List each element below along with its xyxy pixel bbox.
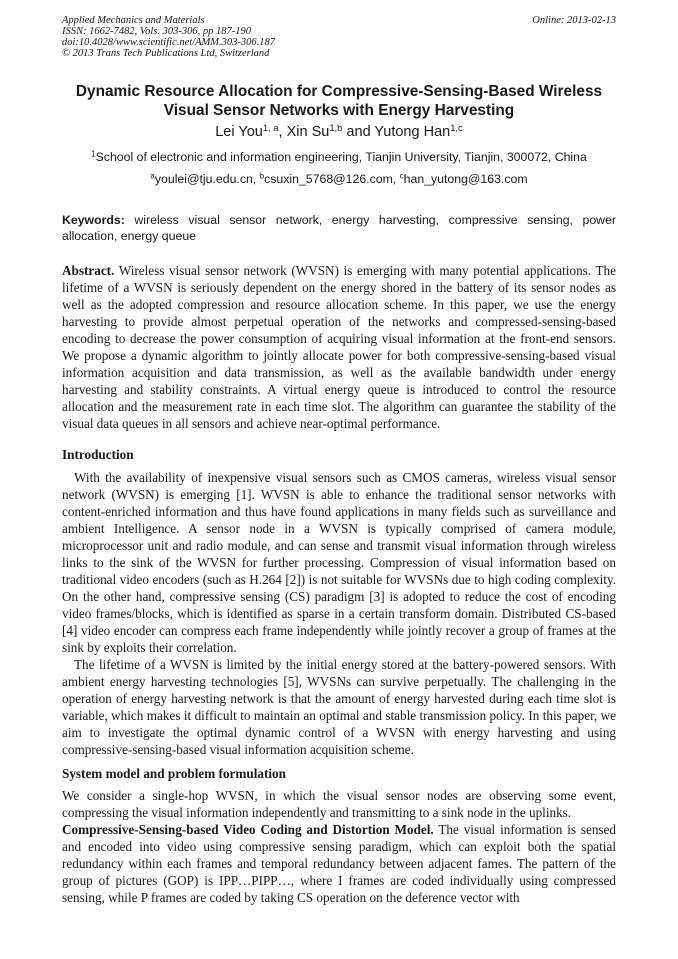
paragraph: With the availability of inexpensive visual sensors such as CMOS cameras, wireless visual sensor network (WVSN) is emerging [1]. WVSN is able to enhance the traditional sensor networks with content-enriched information and thus have found applications in many fields such as surveillance and ambient Intelligence. A sensor node in a WVSN is typically comprised of camera module, microprocessor unit and radio module, and can sense and transmit visual information through wireless links to the sink of the WVSN for further processing. Compression of visual information based on traditional video encoders (such as H.264 [2]) is not suitable for WVSNs due to high coding complexity. On the other hand, compressive sensing (CS) paradigm [3] is adopted to reduce the cost of encoding video frames/blocks, which is identified as sparse in a certain transform domain. Distributed CS-based [4] video encoder can compress each frame independently while jointly recover a group of frames at the sink by exploits their correlation. — [62, 470, 616, 655]
author-separator: and — [342, 124, 375, 140]
journal-name: Applied Mechanics and Materials — [62, 15, 205, 26]
email-superscript: c — [399, 171, 404, 181]
abstract-label: Abstract. — [62, 263, 115, 278]
abstract-text: Wireless visual sensor network (WVSN) is emerging with many potential applications. The lifetime of a WVSN is seriously dependent on the energy shored in the battery of its sensor nodes as well as the adopted compression and resource allocation scheme. In this paper, we use the energy harvesting to provide almost perpetual operation of the networks and compressed-sensing-based encoding to decrease the power consumption of acquiring visual information at the front-end sensors. We propose a dynamic algorithm to jointly allocate power for both compressive-sensing-based visual information acquisition and data transmission, as well as the available bandwidth under energy harvesting and stability constraints. A virtual energy queue is introduced to control the resource allocation and the measurement rate in each time slot. The algorithm can guarantee the stability of the visual data queues in all sensors and achieve near-optimal performance. — [62, 263, 616, 431]
journal-header — [62, 15, 616, 59]
author-name: Yutong Han — [374, 124, 451, 140]
author-name: Lei You — [215, 124, 263, 140]
author-name: Xin Su — [286, 124, 330, 140]
email-superscript: b — [259, 171, 265, 181]
paragraph-text: The visual information is sensed and encoded into video using compressive sensing paradigm, which can exploit both the spatial redundancy within each frames and temporal redundancy between adjacent fames. The pattern of the group of pictures (GOP) is IPP…PIPP…, where I frames are coded individually using compressed sensing, while P frames are coded by taking CS operation on the deference vector with — [62, 822, 617, 905]
affiliation-superscript: 1 — [91, 149, 96, 159]
author-separator: , — [278, 124, 287, 140]
paper-title — [62, 82, 616, 120]
copyright-line: © 2013 Trans Tech Publications Ltd, Switzerland — [62, 48, 270, 59]
email-address: han_yutong@163.com — [403, 172, 528, 186]
online-date: Online: 2013-02-13 — [532, 15, 616, 26]
paragraph: The lifetime of a WVSN is limited by the initial energy stored at the battery-powered sensors. With ambient energy harvesting technologies [5], WVSNs can survive perpetually. The challenging in the operation of energy harvesting network is that the amount of energy harvested during each time slot is variable, which makes it difficult to maintain an optimal and stable transmission policy. In this paper, we aim to investigate the optimal dynamic control of a WVSN with energy harvesting and using compressive-sensing-based visual information acquisition scheme. — [62, 657, 616, 757]
title-line-1: Dynamic Resource Allocation for Compressive-Sensing-Based Wireless — [75, 83, 603, 100]
title-line-2: Visual Sensor Networks with Energy Harvesting — [163, 102, 515, 119]
paragraph: We consider a single-hop WVSN, in which the visual sensor nodes are observing some event, compressing the visual information independently and transmitting to a sink node in the uplinks. — [62, 788, 616, 820]
keywords — [62, 212, 616, 244]
affiliation-text: School of electronic and information engineering, Tianjin University, Tianjin, 300072, China — [95, 150, 587, 164]
system-model-body — [62, 787, 616, 906]
introduction-heading: Introduction — [62, 447, 134, 462]
system-model-heading: System model and problem formulation — [62, 766, 286, 781]
keywords-text: wireless visual sensor network, energy harvesting, compressive sensing, power allocation, energy queue — [62, 213, 616, 243]
paragraph — [62, 821, 616, 906]
email-list — [62, 171, 616, 187]
email-address: youlei@tju.edu.cn, — [154, 172, 260, 186]
author-superscript: 1,b — [329, 121, 343, 133]
author-superscript: 1, a — [262, 121, 279, 133]
affiliation — [62, 149, 616, 165]
doi-line: doi:10.4028/www.scientific.net/AMM.303-306.187 — [62, 37, 275, 48]
author-list — [62, 123, 616, 141]
email-address: csuxin_5768@126.com, — [264, 172, 400, 186]
introduction-body — [62, 469, 616, 758]
abstract — [62, 262, 616, 432]
author-superscript: 1,c — [450, 121, 463, 133]
subsection-label: Compressive-Sensing-based Video Coding and Distortion Model. — [62, 822, 434, 837]
email-superscript: a — [150, 171, 155, 181]
keywords-label: Keywords: — [62, 213, 125, 227]
issn-line: ISSN: 1662-7482, Vols. 303-306, pp 187-190 — [62, 26, 251, 37]
